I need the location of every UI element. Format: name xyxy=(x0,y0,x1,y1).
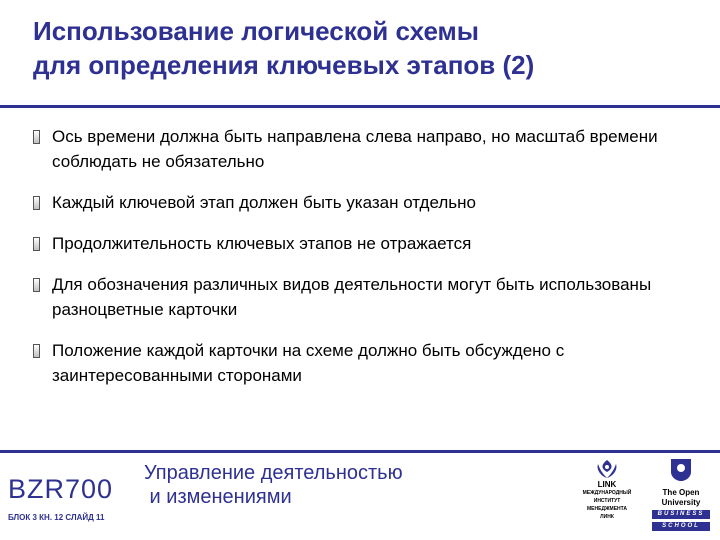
slide-reference: БЛОК 3 КН. 12 СЛАЙД 11 xyxy=(8,513,105,522)
link-logo-sub-4: ЛИНК xyxy=(600,514,614,520)
slide-title xyxy=(33,14,703,82)
course-code: BZR700 xyxy=(8,474,114,504)
bullet-marker-icon xyxy=(33,237,40,251)
ou-logo-line-1: The Open xyxy=(662,488,700,497)
bullet-item xyxy=(30,272,690,322)
footer-divider xyxy=(0,450,720,453)
bullet-text: Ось времени должна быть направлена слева направо, но масштаб времени соблюдать не обязательно xyxy=(52,127,658,171)
slide-title-line-1: Использование логической схемы xyxy=(33,16,479,46)
open-university-logo xyxy=(652,458,710,528)
open-university-shield-icon xyxy=(670,458,692,482)
bullet-item xyxy=(30,231,690,256)
link-emblem-icon xyxy=(594,458,620,480)
link-logo-sub-1: МЕЖДУНАРОДНЫЙ xyxy=(582,490,632,496)
business-label: BUSINESS xyxy=(652,510,710,519)
course-name xyxy=(144,461,403,509)
bullet-text: Продолжительность ключевых этапов не отражается xyxy=(52,234,472,253)
title-divider xyxy=(0,105,720,108)
link-logo-sub-3: МЕНЕДЖМЕНТА xyxy=(587,506,627,512)
bullet-marker-icon xyxy=(33,278,40,292)
bullet-marker-icon xyxy=(33,130,40,144)
bullet-item xyxy=(30,190,690,215)
course-name-line-1: Управление деятельностью xyxy=(144,462,403,484)
bullet-text: Для обозначения различных видов деятельности могут быть использованы разноцветные карточки xyxy=(52,275,652,319)
link-institute-logo xyxy=(577,458,637,528)
school-label: SCHOOL xyxy=(652,522,710,531)
bullet-text: Положение каждой карточки на схеме должно быть обсуждено с заинтересованными сторонами xyxy=(52,341,565,385)
course-name-line-2: и изменениями xyxy=(144,486,292,508)
bullet-item xyxy=(30,124,690,174)
bullet-text: Каждый ключевой этап должен быть указан отдельно xyxy=(52,193,476,212)
bullet-marker-icon xyxy=(33,196,40,210)
bullet-list xyxy=(30,124,690,404)
bullet-marker-icon xyxy=(33,344,40,358)
ou-logo-line-2: University xyxy=(661,498,701,507)
bullet-item xyxy=(30,338,690,388)
link-logo-name: LINK xyxy=(597,480,617,489)
slide-title-line-2: для определения ключевых этапов (2) xyxy=(33,50,535,80)
link-logo-sub-2: ИНСТИТУТ xyxy=(593,498,621,504)
